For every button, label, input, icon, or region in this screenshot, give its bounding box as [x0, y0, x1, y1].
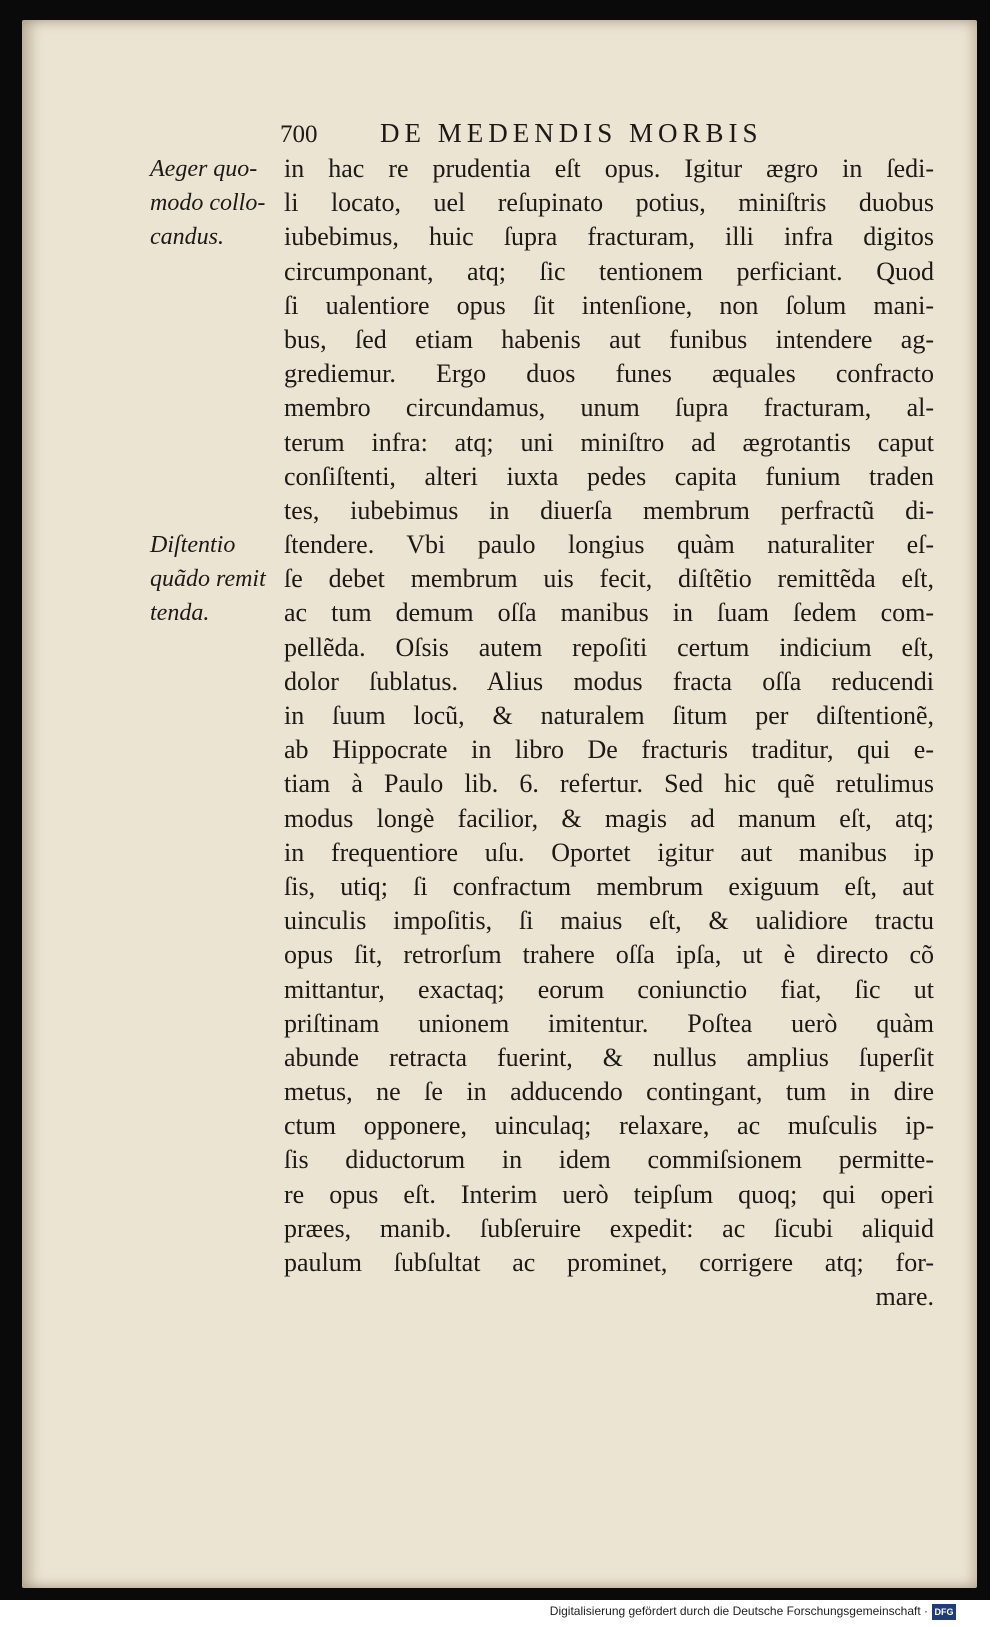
text-line: pellẽda. Oſsis autem repoſiti certum indicium eſt, [284, 632, 934, 662]
text-line: priſtinam unionem imitentur. Poſtea uerò quàm [284, 1008, 934, 1038]
text-line: abunde retracta fuerint, & nullus amplius ſuperſit [284, 1042, 934, 1072]
text-line: iubebimus, huic ſupra fracturam, illi infra digitos [284, 222, 934, 252]
text-line: paulum ſubſultat ac prominet, corrigere atq; for- [284, 1248, 934, 1277]
text-line: in ſuum locũ, & naturalem ſitum per diſtentionẽ, [284, 701, 934, 730]
running-head [280, 118, 840, 154]
text-line: modus longè facilior, & magis ad manum eſt, atq; [284, 803, 934, 833]
text-line: conſiſtenti, alteri iuxta pedes capita funium traden [284, 461, 934, 491]
text-line: ſis, utiq; ſi confractum membrum exiguum eſt, aut [284, 871, 934, 901]
margin-note-aeger [150, 152, 290, 255]
text-line: membro circundamus, unum ſupra fracturam, al- [284, 393, 934, 423]
text-line: in hac re prudentia eſt opus. Igitur ægro in ſedi- [284, 154, 934, 183]
margin-note-line: quãdo remit [150, 566, 266, 593]
margin-note-line: Diſtentio [150, 532, 236, 558]
text-line: præes, manib. ſubſeruire expedit: ac ſicubi aliquid [284, 1213, 934, 1243]
text-line: in frequentiore uſu. Oportet igitur aut manibus ip [284, 837, 934, 867]
text-line: ctum opponere, uinculaq; relaxare, ac muſculis ip- [284, 1111, 934, 1141]
text-line: ſi ualentiore opus ſit intenſione, non ſolum mani- [284, 290, 934, 320]
text-line: circumponant, atq; ſic tentionem perficiant. Quod [284, 256, 934, 286]
text-line: re opus eſt. Interim uerò teipſum quoq; qui operi [284, 1179, 934, 1209]
text-line: metus, ne ſe in adducendo contingant, tum in dire [284, 1077, 934, 1107]
text-line: ſe debet membrum uis fecit, diſtẽtio remittẽda eſt, [284, 564, 934, 594]
body-text [284, 152, 934, 1314]
text-line: li locato, uel reſupinato potius, miniſtris duobus [284, 188, 934, 218]
text-line: opus ſit, retrorſum trahere oſſa ipſa, ut è directo cõ [284, 940, 934, 970]
margin-note-distentio [150, 528, 290, 631]
funding-credit: Digitalisierung gefördert durch die Deutsche Forschungsgemeinschaft · [549, 1604, 928, 1618]
dfg-logo-icon: DFG [932, 1604, 956, 1620]
text-line: uinculis impoſitis, ſi maius eſt, & ualidiore tractu [284, 906, 934, 936]
text-line: mittantur, exactaq; eorum coniunctio fiat, ſic ut [284, 974, 934, 1004]
text-line: tes, iubebimus in diuerſa membrum perfractũ di- [284, 495, 934, 525]
text-line: bus, ſed etiam habenis aut funibus intendere ag- [284, 324, 934, 354]
text-line: terum infra: atq; uni miniſtro ad ægrotantis caput [284, 427, 934, 457]
text-line: tiam à Paulo lib. 6. refertur. Sed hic quẽ retulimus [284, 769, 934, 799]
text-line: ſis diductorum in idem commiſsionem permitte- [284, 1145, 934, 1175]
margin-note-line: tenda. [150, 600, 210, 627]
margin-note-line: Aeger quo- [150, 156, 258, 182]
book-title: DE MEDENDIS MORBIS [380, 118, 763, 148]
margin-note-line: modo collo- [150, 190, 266, 217]
margin-note-line: candus. [150, 224, 224, 251]
text-line: ab Hippocrate in libro De fracturis traditur, qui e- [284, 735, 934, 765]
text-line: grediemur. Ergo duos funes æquales confracto [284, 359, 934, 389]
text-line: ſtendere. Vbi paulo longius quàm naturaliter eſ- [284, 530, 934, 560]
text-line: ac tum demum oſſa manibus in ſuam ſedem com- [284, 598, 934, 628]
page-number: 700 [280, 121, 318, 148]
text-line: dolor ſublatus. Alius modus fracta oſſa reducendi [284, 666, 934, 696]
catchword-line: mare. [875, 1282, 934, 1312]
